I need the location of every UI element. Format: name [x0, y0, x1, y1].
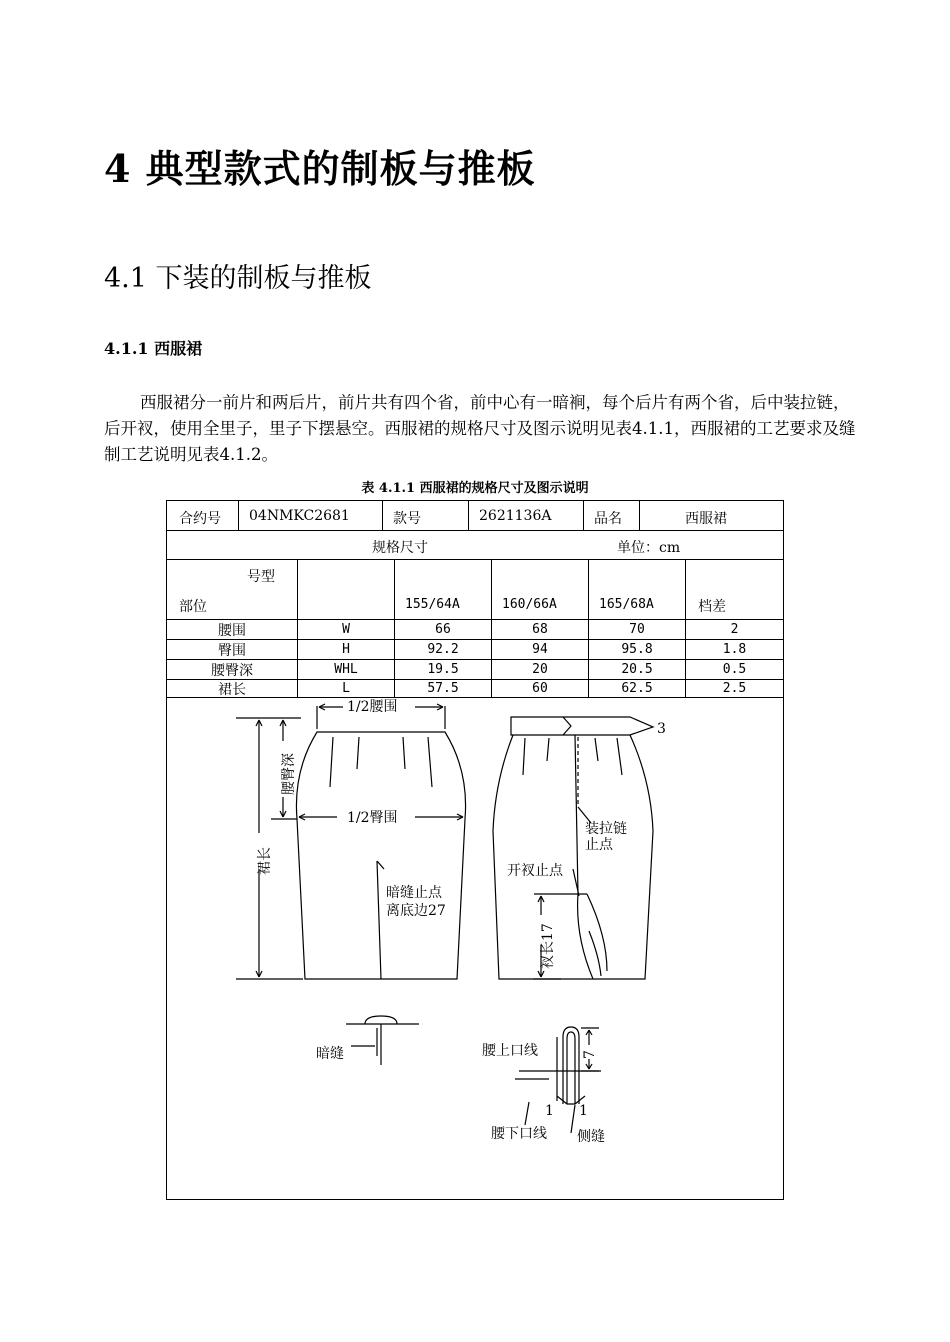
row-grade: 1.8 — [722, 642, 747, 657]
row-value: 66 — [395, 620, 492, 639]
label-zipper-stop-2: 止点 — [585, 837, 613, 853]
table-row — [167, 680, 783, 698]
label-waist-extension: 3 — [657, 721, 666, 737]
size-2: 160/66A — [502, 597, 557, 612]
table-row — [167, 640, 783, 660]
label-side-seam: 侧缝 — [577, 1129, 605, 1145]
spec-label: 规格尺寸 — [372, 540, 428, 556]
grade-label: 档差 — [698, 599, 726, 615]
part-label: 部位 — [179, 599, 207, 615]
section-title: 4.1 下装的制板与推板 — [104, 263, 372, 294]
row-value: 92.2 — [395, 640, 492, 659]
size-header-row — [167, 560, 783, 620]
size-1: 155/64A — [405, 597, 460, 612]
label-waist-top-line: 腰上口线 — [482, 1043, 538, 1059]
skirt-diagram — [167, 698, 783, 1199]
style-value: 2621136A — [469, 501, 584, 530]
label-skirt-length: 裙长 — [257, 847, 273, 875]
row-part: 腰臀深 — [167, 660, 298, 679]
body-paragraph — [104, 390, 856, 468]
size-3: 165/68A — [599, 597, 654, 612]
size-cell-2 — [492, 560, 589, 619]
label-vent-stop: 开衩止点 — [507, 863, 563, 879]
row-value: 62.5 — [589, 680, 686, 697]
row-grade: 0.5 — [722, 662, 747, 677]
row-grade: 2 — [730, 622, 739, 637]
product-label: 品名 — [584, 501, 640, 530]
row-code: L — [298, 680, 395, 697]
label-allowance-left: 1 — [545, 1103, 554, 1119]
hidden-seam-detail — [346, 1016, 419, 1065]
code-header-cell — [298, 560, 395, 619]
chapter-title: 4 典型款式的制板与推板 — [104, 146, 536, 191]
table-row — [167, 620, 783, 640]
row-value: 60 — [492, 680, 589, 697]
row-code: WHL — [298, 660, 395, 679]
row-value: 94 — [492, 640, 589, 659]
row-value: 70 — [589, 620, 686, 639]
row-grade: 2.5 — [722, 681, 747, 696]
label-half-hip: 1/2臀围 — [347, 810, 398, 826]
contract-label: 合约号 — [167, 501, 239, 530]
label-hidden-seam: 暗缝 — [316, 1046, 344, 1062]
subsection-title: 4.1.1 西服裙 — [104, 339, 203, 358]
size-type-label: 号型 — [247, 569, 275, 585]
table-header-row — [167, 501, 783, 531]
size-cell-1 — [395, 560, 492, 619]
label-waist-bottom-line: 腰下口线 — [491, 1126, 547, 1142]
row-part: 臀围 — [167, 640, 298, 659]
spec-table — [166, 500, 784, 1200]
label-pleat-stop-1: 暗缝止点 — [386, 885, 442, 901]
label-allowance-right: 1 — [579, 1103, 588, 1119]
front-skirt-outline — [296, 732, 465, 979]
row-value: 57.5 — [395, 680, 492, 697]
table-caption: 表 4.1.1 西服裙的规格尺寸及图示说明 — [361, 481, 589, 496]
product-value: 西服裙 — [685, 511, 727, 527]
size-cell-3 — [589, 560, 686, 619]
row-value: 68 — [492, 620, 589, 639]
pleat-stop-leader — [377, 861, 384, 869]
row-value: 20.5 — [589, 660, 686, 679]
spec-unit-row — [167, 531, 783, 560]
row-value: 95.8 — [589, 640, 686, 659]
back-skirt-outline — [493, 717, 653, 979]
style-label: 款号 — [383, 501, 469, 530]
row-code: W — [298, 620, 395, 639]
contract-value: 04NMKC2681 — [239, 501, 383, 530]
label-waist-hip-depth: 腰臀深 — [281, 753, 297, 795]
unit-label: 单位：cm — [617, 540, 681, 556]
paragraph-text: 西服裙分一前片和两后片，前片共有四个省，前中心有一暗裥，每个后片有两个省，后中装拉链，后开衩，使用全里子，里子下摆悬空。西服裙的规格尺寸及图示说明见表4.1.1，西服裙的工艺要求及缝制工艺说明见表4.1.2。 — [104, 393, 856, 464]
row-value: 19.5 — [395, 660, 492, 679]
label-zipper-stop-1: 装拉链 — [585, 821, 627, 837]
grade-header-cell — [686, 560, 783, 619]
row-value: 20 — [492, 660, 589, 679]
row-part: 裙长 — [167, 680, 298, 697]
row-code: H — [298, 640, 395, 659]
label-pleat-stop-2: 离底边27 — [386, 903, 446, 919]
label-band-width: 7 — [582, 1050, 598, 1059]
size-type-part-cell — [167, 560, 298, 619]
label-vent-length: 衩长17 — [540, 923, 556, 969]
table-row — [167, 660, 783, 680]
row-part: 腰围 — [167, 620, 298, 639]
label-half-waist: 1/2腰围 — [347, 699, 398, 715]
